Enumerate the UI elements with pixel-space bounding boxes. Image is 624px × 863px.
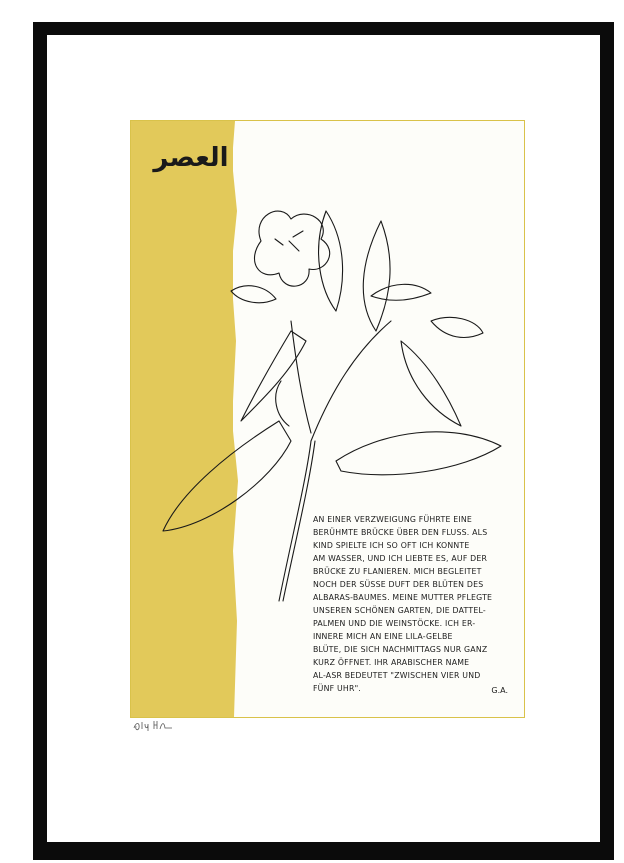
poem-line: BRÜCKE ZU FLANIEREN. MICH BEGLEITET [313, 567, 482, 576]
poem-line: UNSEREN SCHÖNEN GARTEN, DIE DATTEL- [313, 606, 486, 615]
arabic-title: العصر [153, 143, 229, 173]
poem-line: NOCH DER SÜSSE DUFT DER BLÜTEN DES [313, 580, 484, 589]
author-initials: G.A. [491, 686, 508, 695]
poem-line: PALMEN UND DIE WEINSTÖCKE. ICH ER- [313, 619, 476, 628]
artwork-print [131, 121, 524, 717]
poem-line: AM WASSER, UND ICH LIEBTE ES, AUF DER [313, 554, 488, 563]
poem-line: INNERE MICH AN EINE LILA-GELBE [313, 632, 453, 641]
poem-line: BLÜTE, DIE SICH NACHMITTAGS NUR GANZ [313, 645, 488, 654]
poem-line: AN EINER VERZWEIGUNG FÜHRTE EINE [313, 515, 473, 524]
poem-line: AL-ASR BEDEUTET "ZWISCHEN VIER UND [313, 671, 481, 680]
poem-line: ALBARAS-BAUMES. MEINE MUTTER PFLEGTE [313, 593, 493, 602]
poem-line: KURZ ÖFFNET. IHR ARABISCHER NAME [313, 658, 470, 667]
poem-line: FÜNF UHR". [313, 684, 362, 693]
poem-line: BERÜHMTE BRÜCKE ÜBER DEN FLUSS. ALS [313, 528, 488, 537]
poem-text-block [313, 513, 509, 695]
artist-signature [132, 718, 174, 732]
poem-line: KIND SPIELTE ICH SO OFT ICH KONNTE [313, 541, 470, 550]
